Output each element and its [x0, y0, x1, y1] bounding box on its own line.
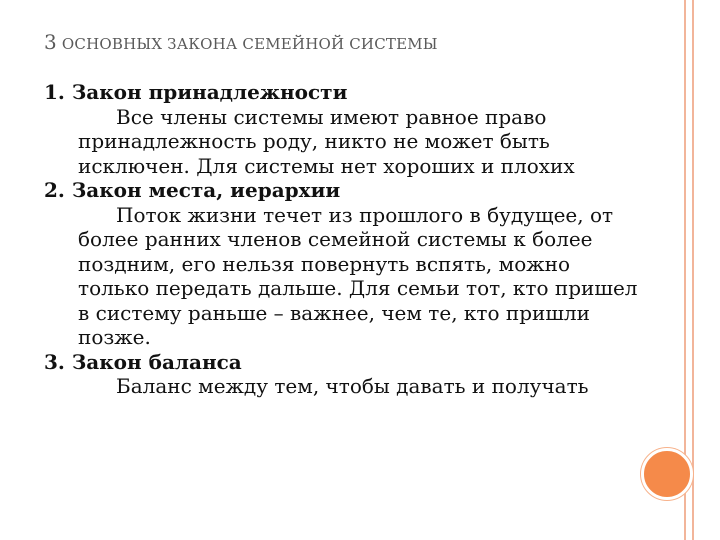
border-line [692, 0, 694, 540]
law-heading: 1. Закон принадлежности [44, 80, 348, 104]
law-text: Все члены системы имеют равное право принадлежность роду, никто не может быть исключен. Для системы нет хороших и плохих [78, 104, 575, 178]
slide-content [44, 80, 644, 399]
title-number: 3 [44, 30, 57, 54]
law-item [44, 178, 644, 350]
law-heading: 2. Закон места, иерархии [44, 178, 341, 202]
law-heading: 3. Закон баланса [44, 349, 242, 374]
decorative-circle [641, 448, 693, 500]
law-item [44, 80, 644, 178]
law-text: Баланс между тем, чтобы давать и получать [116, 374, 589, 398]
title-text: ОСНОВНЫХ ЗАКОНА СЕМЕЙНОЙ СИСТЕМЫ [56, 35, 438, 53]
slide-title [44, 30, 438, 54]
law-item [44, 350, 644, 399]
law-text: Поток жизни течет из прошлого в будущее, от более ранних членов семейной системы к более поздним, его нельзя повернуть вспять, можно только передать дальше. Для семьи тот, кто пришел в систему раньше – важнее, чем те, кто пришли позже. [78, 202, 638, 349]
